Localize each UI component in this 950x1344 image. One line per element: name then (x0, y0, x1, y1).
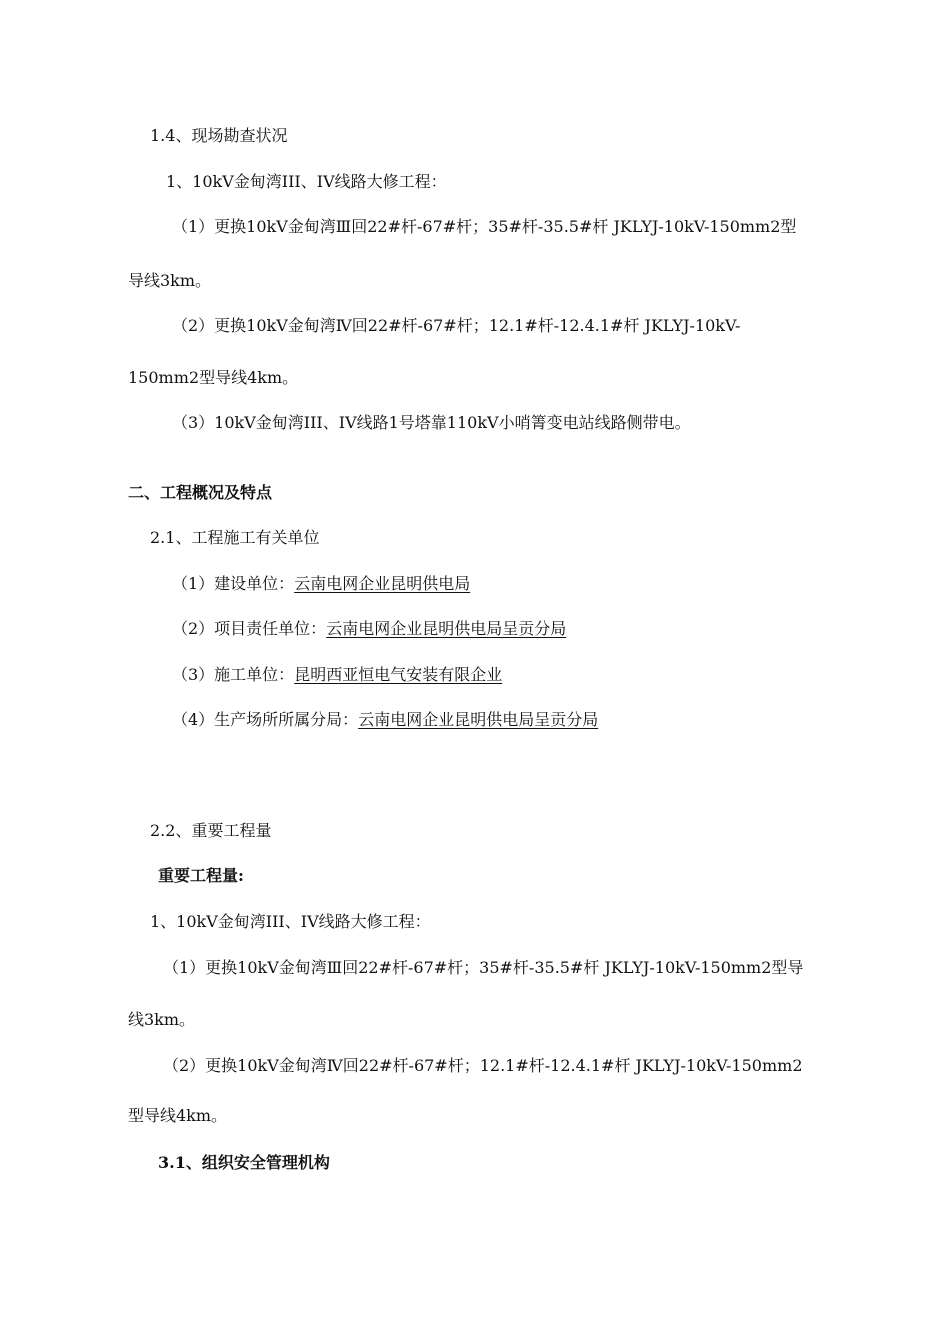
unit-row-contractor (172, 665, 502, 685)
list-item: 1、10kV金甸湾III、IV线路大修工程： (150, 912, 431, 931)
section-heading-3-1: 3.1、组织安全管理机构 (158, 1153, 330, 1172)
paragraph-line: （2）更换10kV金甸湾Ⅳ回22#杆-67#杆；12.1#杆-12.4.1#杆 JKLYJ-10kV- (172, 316, 741, 335)
section-heading-1-4: 1.4、现场勘查状况 (150, 126, 288, 145)
unit-value: 云南电网企业昆明供电局呈贡分局 (326, 619, 567, 638)
paragraph-line: （3）10kV金甸湾III、IV线路1号塔靠110kV小哨箐变电站线路侧带电。 (172, 413, 691, 432)
unit-label: （2）项目责任单位： (172, 619, 327, 638)
section-heading-2: 二、工程概况及特点 (128, 483, 273, 502)
paragraph-line: （1）更换10kV金甸湾Ⅲ回22#杆-67#杆；35#杆-35.5#杆 JKLYJ-10kV-150mm2型导 (163, 958, 804, 977)
workload-title: 重要工程量: (158, 866, 244, 885)
unit-label: （1）建设单位： (172, 574, 295, 593)
subsection-heading-2-1: 2.1、工程施工有关单位 (150, 528, 320, 547)
paragraph-line: （2）更换10kV金甸湾Ⅳ回22#杆-67#杆；12.1#杆-12.4.1#杆 JKLYJ-10kV-150mm2 (163, 1056, 803, 1075)
unit-row-project-responsible (172, 619, 566, 639)
paragraph-line: （1）更换10kV金甸湾Ⅲ回22#杆-67#杆；35#杆-35.5#杆 JKLYJ-10kV-150mm2型 (172, 217, 797, 236)
list-item: 1、10kV金甸湾III、IV线路大修工程： (166, 172, 447, 191)
unit-value: 云南电网企业昆明供电局呈贡分局 (358, 710, 599, 729)
unit-value: 云南电网企业昆明供电局 (294, 574, 471, 593)
unit-row-construction (172, 574, 470, 594)
unit-row-production-branch (172, 710, 598, 730)
unit-label: （4）生产场所所属分局： (172, 710, 359, 729)
paragraph-line: 150mm2型导线4km。 (128, 368, 299, 387)
unit-label: （3）施工单位： (172, 665, 295, 684)
paragraph-line: 线3km。 (128, 1010, 196, 1029)
subsection-heading-2-2: 2.2、重要工程量 (150, 821, 272, 840)
paragraph-line: 导线3km。 (128, 271, 212, 290)
unit-value: 昆明西亚恒电气安装有限企业 (294, 665, 503, 684)
paragraph-line: 型导线4km。 (128, 1106, 228, 1125)
